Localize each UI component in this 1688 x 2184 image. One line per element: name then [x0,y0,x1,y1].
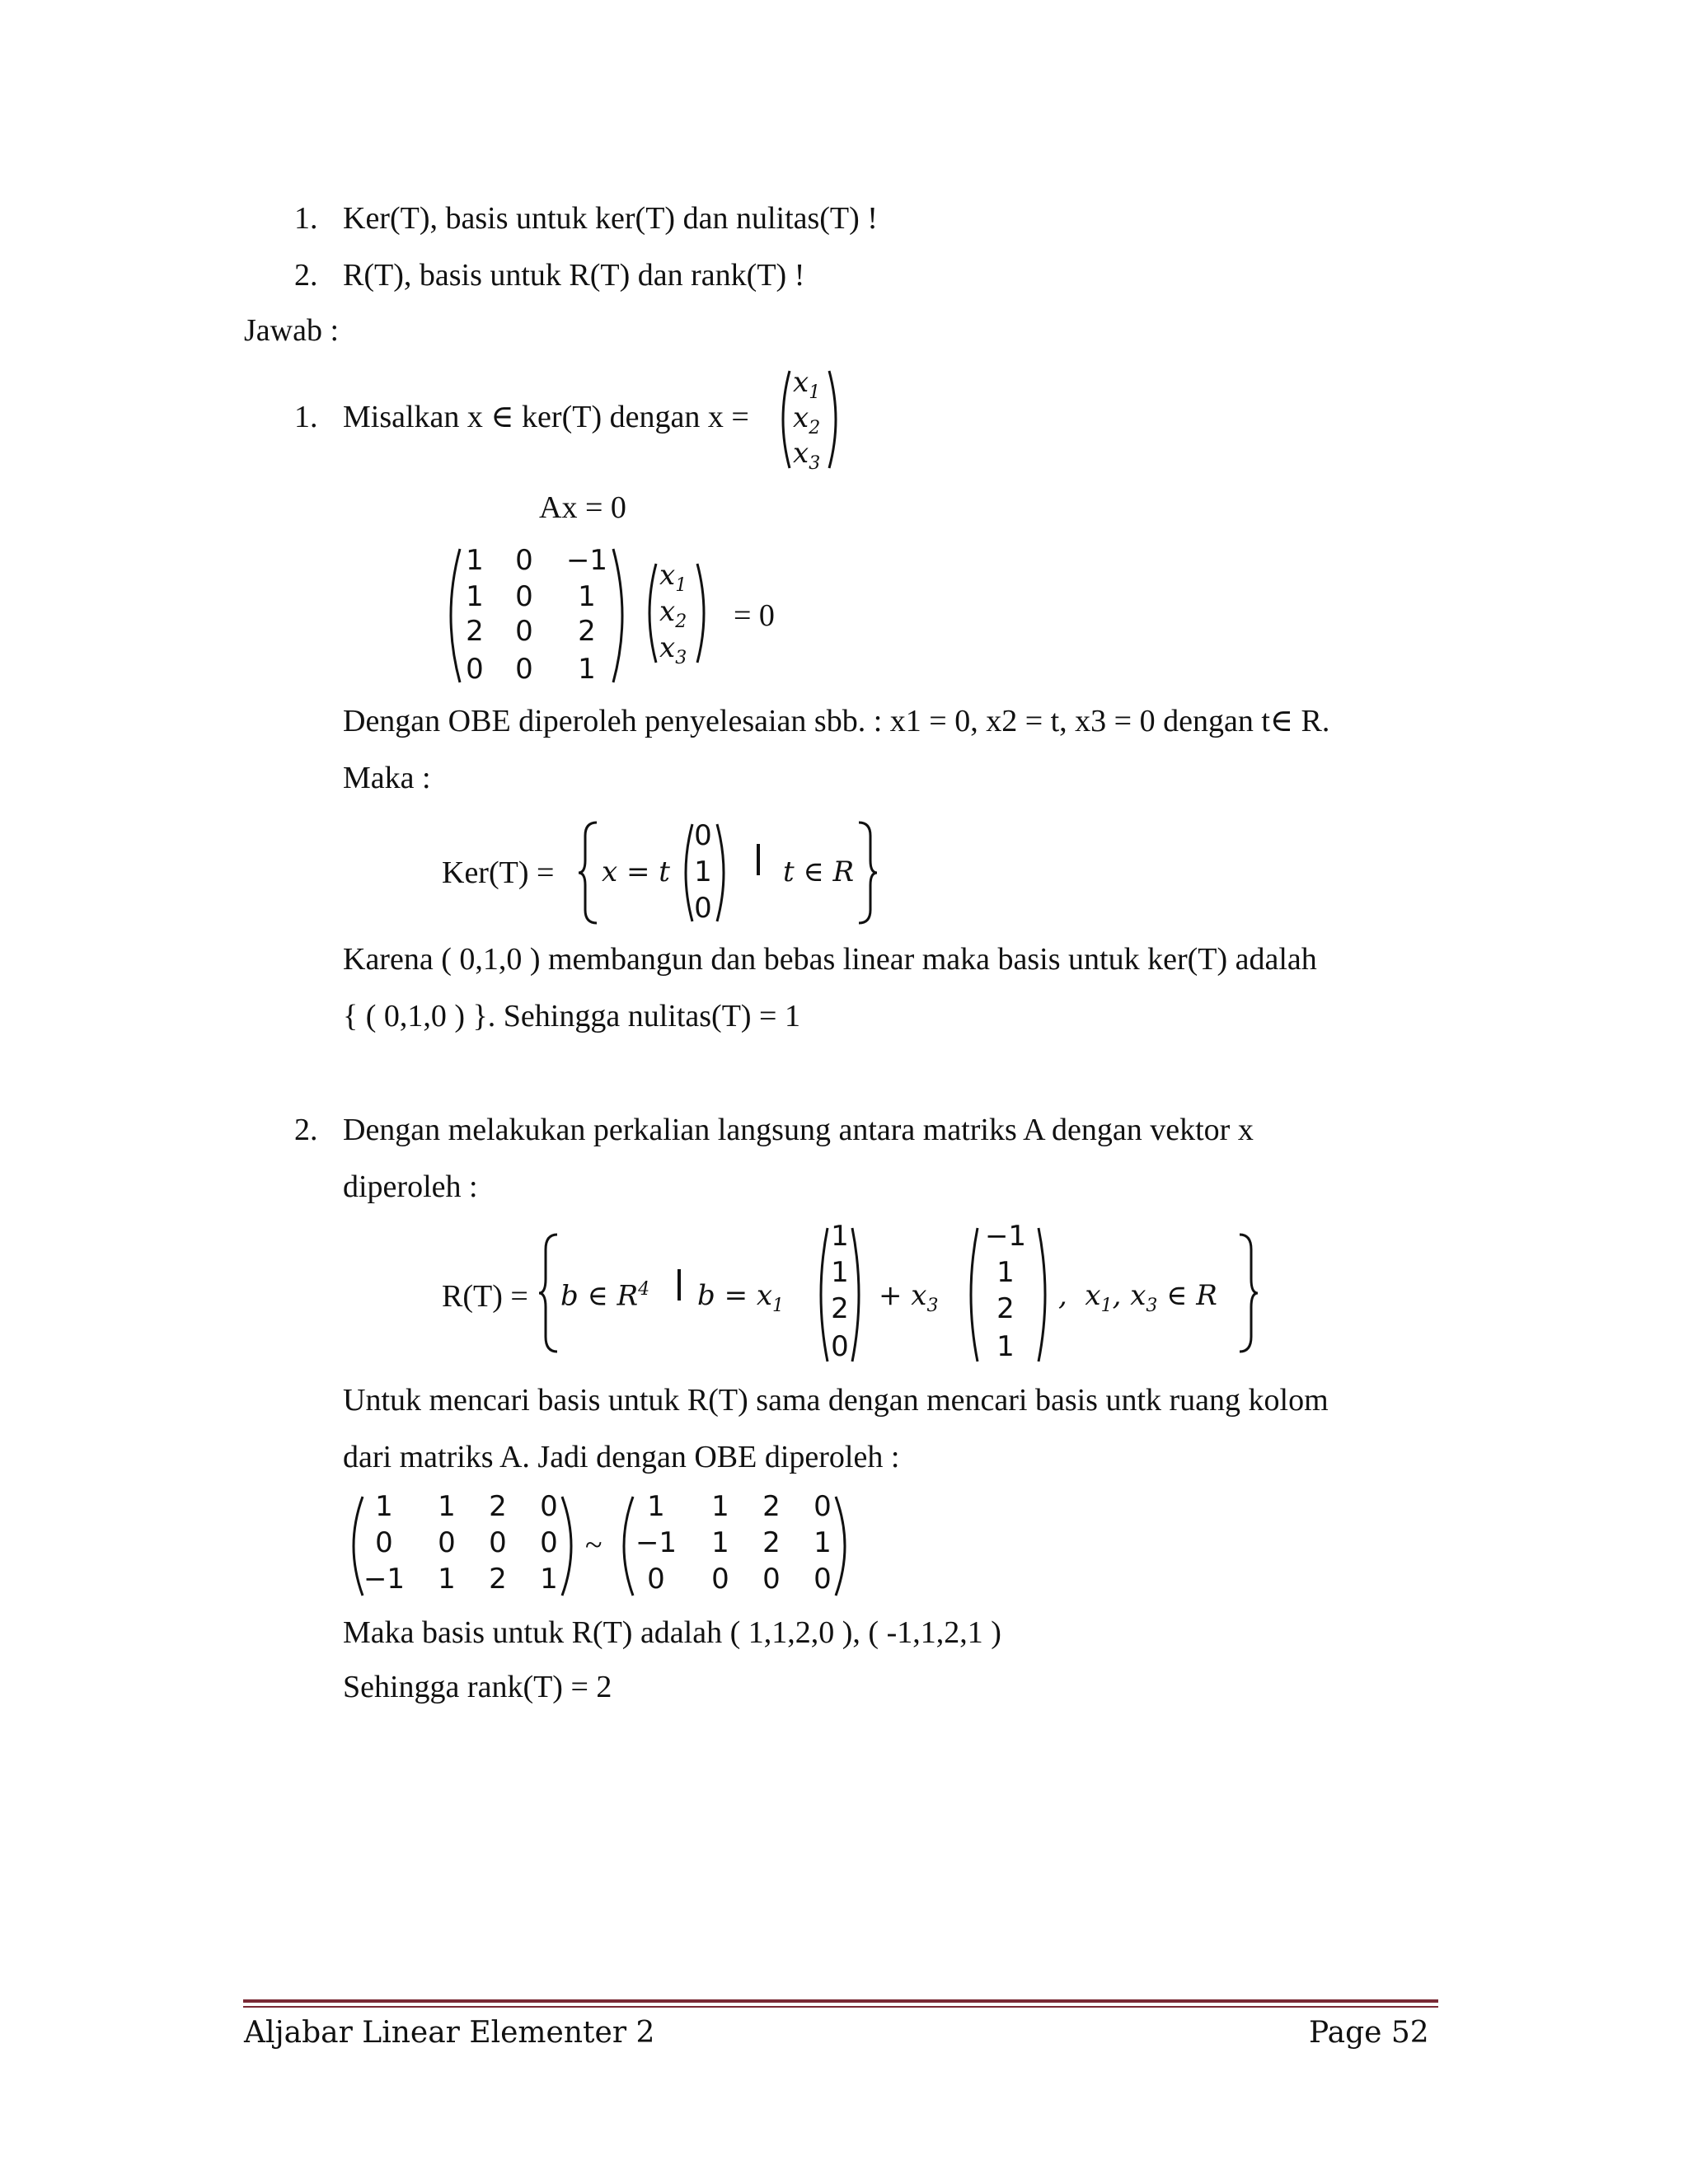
ker-vec-entry: 0 [694,892,712,925]
rt-col1-entry: 2 [831,1292,849,1325]
matrix-left-cell: 0 [438,1526,456,1559]
rt-b-equals-x1: $b = x_1$ [697,1279,785,1316]
footer-page-number: Page 52 [1309,2016,1429,2050]
matrix-left-cell: 1 [540,1563,558,1596]
matrix-a-cell: 0 [515,544,533,577]
basis-rt-line: Maka basis untuk R(T) adalah ( 1,1,2,0 ), ( -1,1,2,1 ) [343,1615,1001,1650]
ker-right-brace [854,819,879,926]
matrix-right-cell: 0 [814,1563,832,1596]
part1-intro: Misalkan x ∈ ker(T) dengan x = [343,400,749,434]
matrix-left-right-paren [559,1493,582,1599]
matrix-a-cell: 1 [466,580,484,613]
jawab-label: Jawab : [244,313,340,348]
rt-col1-right-paren [849,1225,867,1365]
vector-x2-left-paren [641,560,659,666]
matrix-a-cell: 1 [578,653,596,686]
vector-x2-right-paren [694,560,712,666]
matrix-right-cell: 0 [762,1563,781,1596]
rt-plus-x3: + $x_3$ [879,1279,939,1316]
matrix-a-cell: 0 [515,653,533,686]
matrix-a-cell: −1 [565,544,608,577]
matrix-a-cell: 2 [578,615,596,648]
vector-x2-entry-1: $x_1$ [659,559,687,596]
matrix-right-cell: 0 [647,1563,665,1596]
part2-number: 2. [294,1113,318,1147]
matrix-left-cell: 2 [489,1490,507,1523]
matrix-right-right-paren [832,1493,856,1599]
karena-line-2: { ( 0,1,0 ) }. Sehingga nulitas(T) = 1 [343,999,800,1033]
rt-right-brace [1235,1231,1259,1355]
matrix-a-cell: 0 [515,580,533,613]
footer-rule-thick [243,1999,1438,2003]
matrix-a-cell: 1 [578,580,596,613]
rt-col2-entry: 1 [996,1330,1015,1363]
matrix-right-cell: −1 [635,1526,678,1559]
vector-x-entry-1: $x_1$ [793,366,821,403]
matrix-right-cell: 1 [711,1526,729,1559]
vector-x-left-paren [775,368,793,471]
ker-label: Ker(T) = [442,855,555,890]
rt-label: R(T) = [442,1279,528,1314]
matrix-a-right-paren [610,546,633,686]
ker-separator [757,844,760,875]
matrix-left-cell: 1 [438,1490,456,1523]
rt-x1-x3-in-r: , $x_1$, $x_3$ ∈ R [1058,1279,1217,1316]
untuk-line-2: dari matriks A. Jadi dengan OBE diperoleh : [343,1440,900,1474]
part2-line-2: diperoleh : [343,1169,478,1204]
ker-t-in-r: t ∈ R [783,855,855,888]
matrix-left-cell: 0 [540,1526,558,1559]
matrix-left-cell: −1 [363,1563,406,1596]
footer-rule-thin [243,2006,1438,2008]
ker-left-brace [577,819,602,926]
footer-title: Aljabar Linear Elementer 2 [244,2016,655,2050]
matrix-right-cell: 0 [814,1490,832,1523]
matrix-left-cell: 2 [489,1563,507,1596]
matrix-left-cell: 1 [375,1490,393,1523]
rt-col2-entry: 1 [996,1256,1015,1289]
vector-x2-entry-3: $x_3$ [659,631,687,668]
rt-col1-entry: 1 [831,1256,849,1289]
untuk-line-1: Untuk mencari basis untuk R(T) sama dengan mencari basis untk ruang kolom [343,1383,1329,1418]
ax-equation: Ax = 0 [539,490,626,525]
part1-number: 1. [294,400,318,434]
question-1-text: Ker(T), basis untuk ker(T) dan nulitas(T) ! [343,201,878,236]
obe-solution-line: Dengan OBE diperoleh penyelesaian sbb. : x1 = 0, x2 = t, x3 = 0 dengan t∈ R. [343,704,1330,738]
rt-col2-left-paren [963,1225,981,1365]
matrix-right-cell: 1 [647,1490,665,1523]
part2-line-1: Dengan melakukan perkalian langsung antara matriks A dengan vektor x [343,1113,1254,1147]
matrix-left-cell: 1 [438,1563,456,1596]
rt-separator [678,1269,681,1301]
rt-left-brace [537,1231,562,1355]
equals-zero: = 0 [734,598,775,633]
matrix-right-cell: 0 [711,1563,729,1596]
ker-vec-entry: 0 [694,819,712,852]
karena-line-1: Karena ( 0,1,0 ) membangun dan bebas linear maka basis untuk ker(T) adalah [343,942,1317,977]
matrix-right-cell: 2 [762,1526,781,1559]
rank-line: Sehingga rank(T) = 2 [343,1670,612,1704]
rt-col2-right-paren [1035,1225,1053,1365]
matrix-left-cell: 0 [375,1526,393,1559]
question-1-number: 1. [294,201,318,236]
rt-col1-entry: 0 [831,1330,849,1363]
rt-b-in-r4: b ∈ $R^4$ [560,1279,650,1313]
matrix-a-cell: 1 [466,544,484,577]
rt-col1-entry: 1 [831,1220,849,1253]
ker-x-equals-t: x = t [602,855,670,888]
matrix-a-cell: 0 [466,653,484,686]
matrix-left-cell: 0 [489,1526,507,1559]
vector-x-entry-2: $x_2$ [793,401,821,438]
vector-x2-entry-2: $x_2$ [659,595,687,632]
vector-x-right-paren [826,368,844,471]
vector-x-entry-3: $x_3$ [793,437,821,474]
matrix-right-cell: 1 [814,1526,832,1559]
ker-vec-entry: 1 [694,855,712,888]
matrix-left-cell: 0 [540,1490,558,1523]
matrix-a-cell: 0 [515,615,533,648]
rt-col2-entry: 2 [996,1292,1015,1325]
question-2-text: R(T), basis untuk R(T) dan rank(T) ! [343,258,805,293]
matrix-a-cell: 2 [466,615,484,648]
ker-vec-right-paren [714,821,732,925]
matrix-right-cell: 1 [711,1490,729,1523]
maka-label: Maka : [343,761,431,795]
matrix-right-cell: 2 [762,1490,781,1523]
tilde-symbol: ~ [585,1528,603,1563]
rt-col2-entry: −1 [984,1220,1027,1253]
question-2-number: 2. [294,258,318,293]
